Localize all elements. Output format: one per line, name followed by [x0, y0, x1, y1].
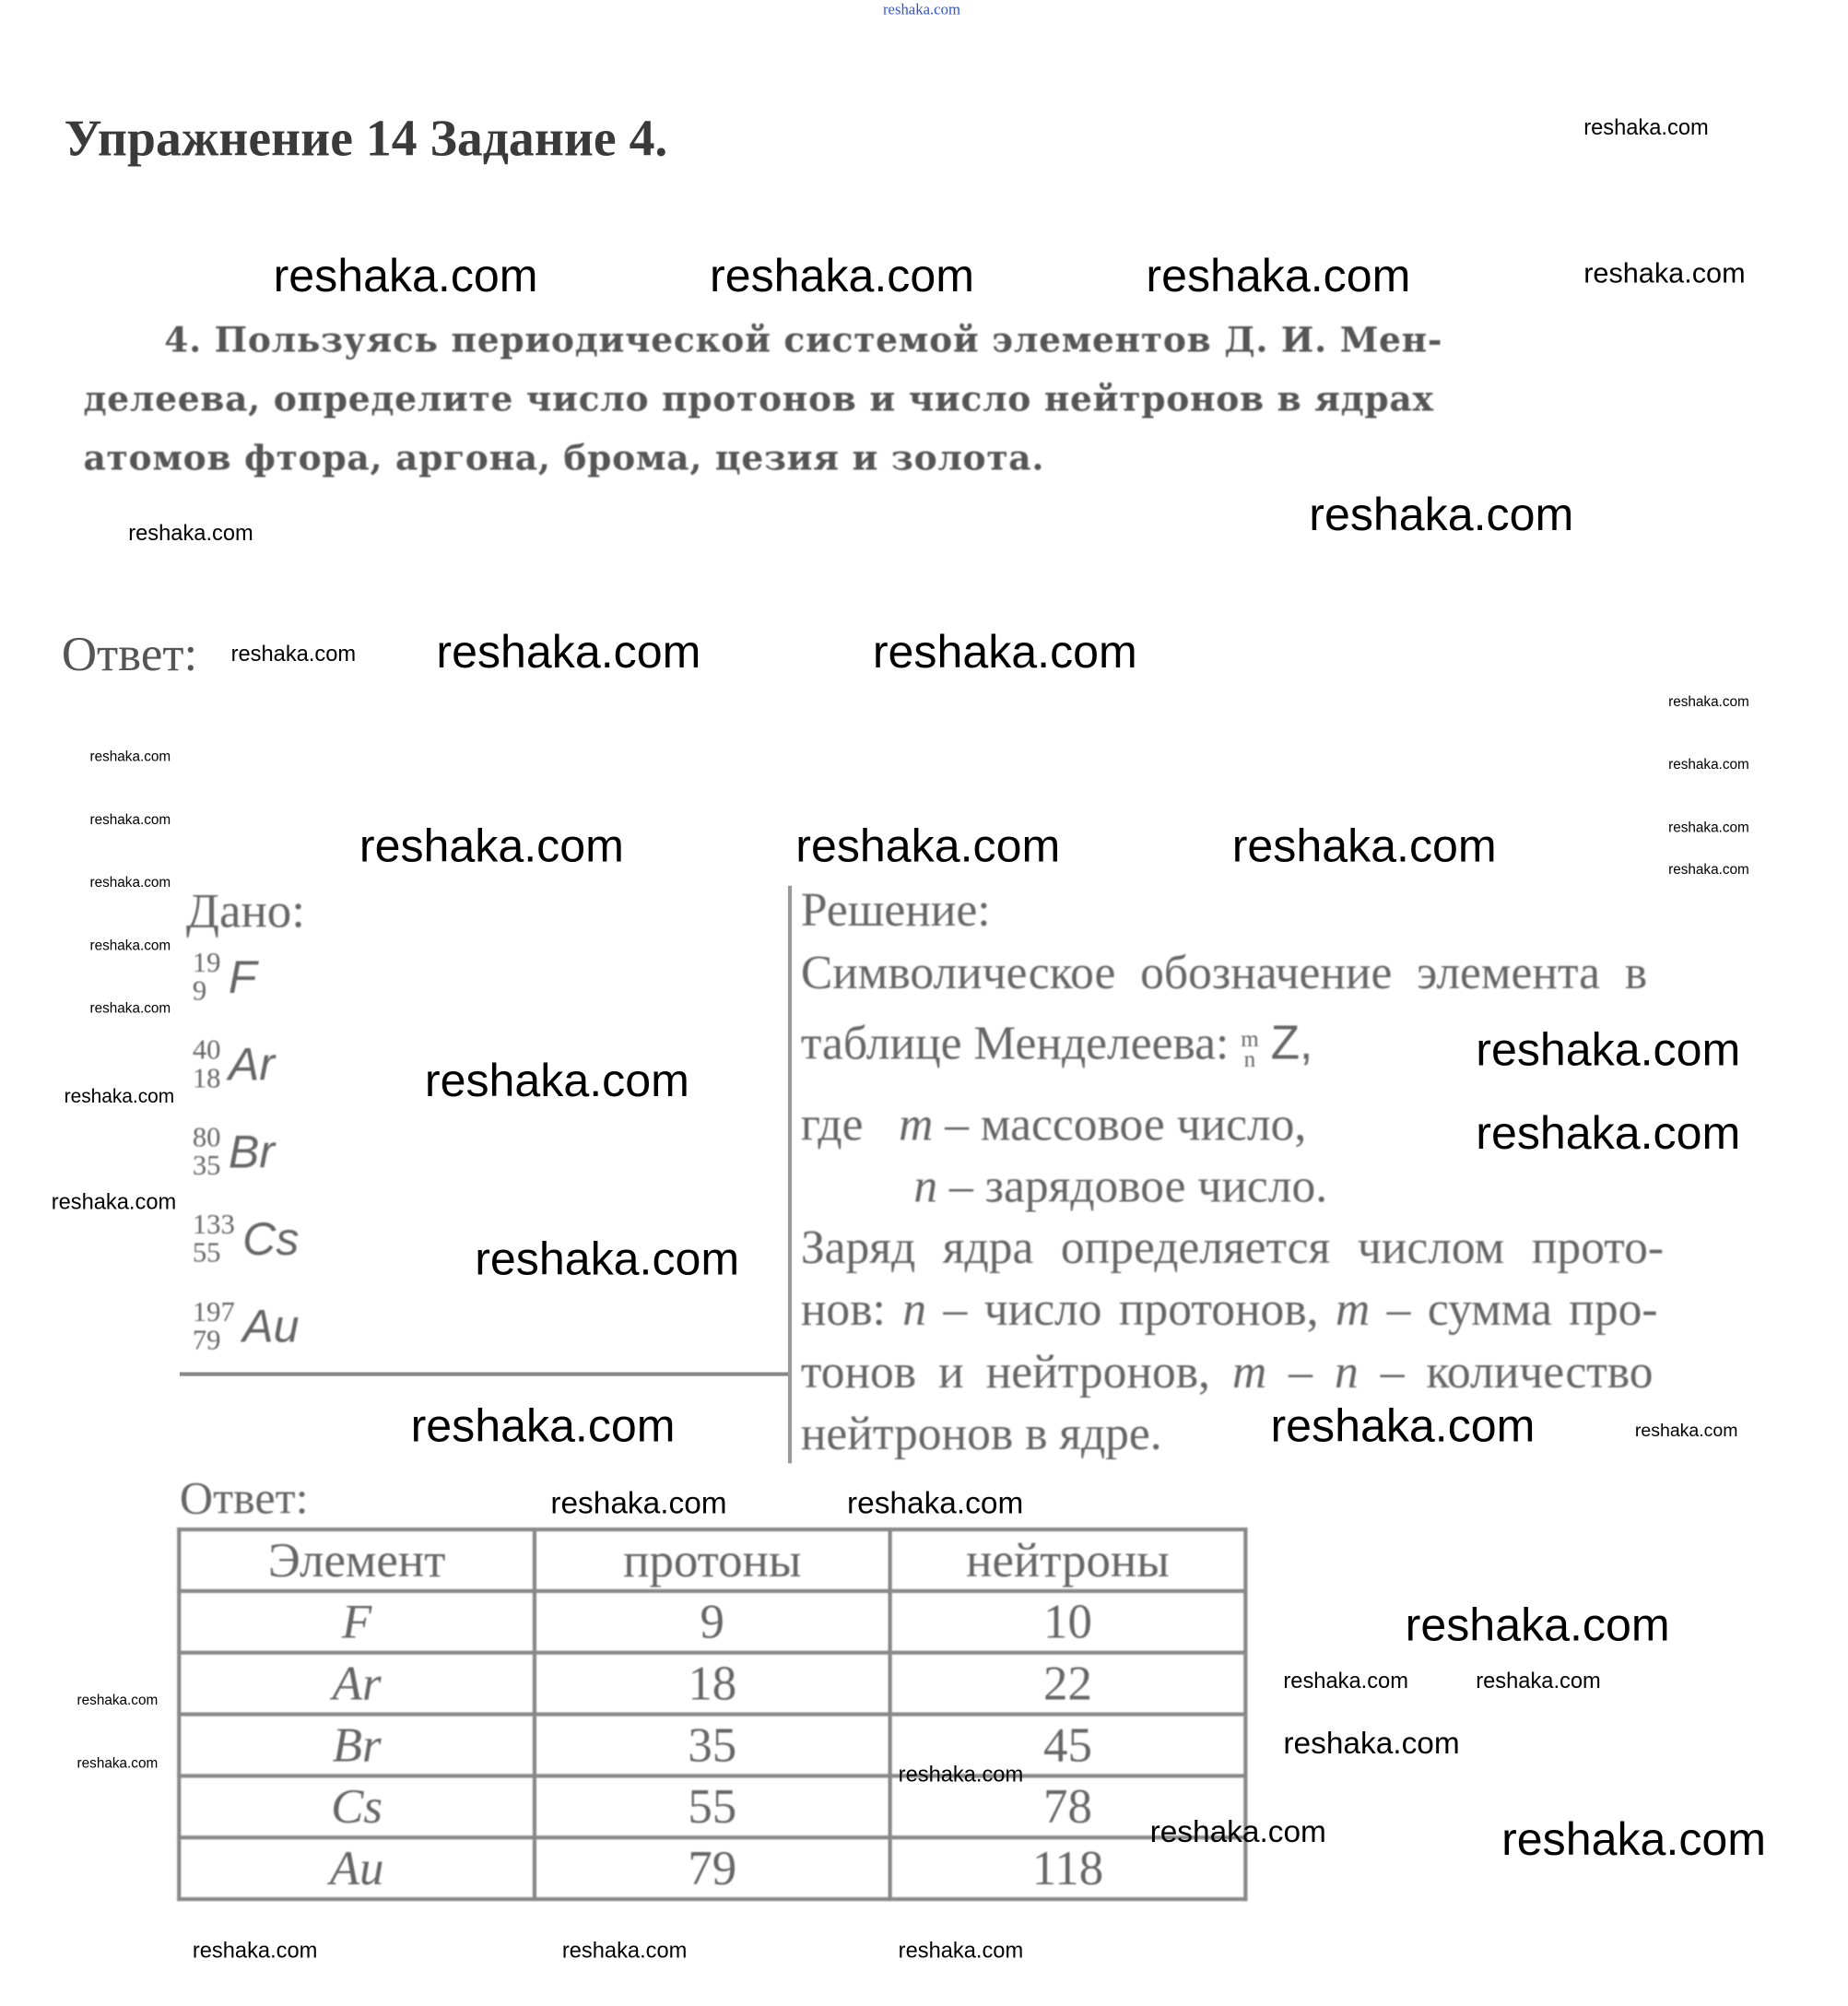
watermark: reshaka.com — [436, 625, 701, 678]
watermark: reshaka.com — [1583, 115, 1709, 140]
given-divider — [180, 1372, 791, 1375]
watermark: reshaka.com — [1668, 862, 1749, 879]
watermark: reshaka.com — [89, 875, 171, 891]
solution-divider — [788, 886, 792, 1464]
neutrons-cell: 118 — [890, 1837, 1246, 1899]
watermark: reshaka.com — [1668, 757, 1749, 773]
protons-cell: 55 — [535, 1776, 890, 1837]
watermark: reshaka.com — [550, 1486, 727, 1521]
watermark: reshaka.com — [1283, 1669, 1408, 1693]
watermark: reshaka.com — [89, 1001, 171, 1017]
watermark: reshaka.com — [795, 819, 1061, 872]
element-cell: F — [179, 1591, 535, 1653]
neutrons-cell: 45 — [890, 1715, 1246, 1776]
watermark: reshaka.com — [846, 1486, 1024, 1521]
solution-line: нейтронов в ядре. — [800, 1408, 1162, 1461]
task-text-line: атомов фтора, аргона, брома, цезия и золота. — [83, 439, 1045, 479]
table-header-row — [179, 1529, 1245, 1591]
watermark: reshaka.com — [77, 1755, 159, 1772]
protons-cell: 18 — [535, 1653, 890, 1715]
header-watermark-link[interactable]: reshaka.com — [882, 0, 960, 18]
solution-line: Заряд ядра определяется числом прото- — [800, 1221, 1665, 1275]
given-label: Дано: — [185, 884, 305, 938]
watermark: reshaka.com — [1476, 1022, 1741, 1076]
answer-heading: Ответ: — [61, 627, 198, 682]
watermark: reshaka.com — [1309, 488, 1574, 541]
element-cell: Ar — [179, 1653, 535, 1715]
solution-line: тонов и нейтронов, m – n – количество — [800, 1346, 1654, 1399]
table-row — [179, 1776, 1245, 1837]
table-row — [179, 1653, 1245, 1715]
given-element: 133 55 Cs — [192, 1208, 300, 1269]
table-row — [179, 1715, 1245, 1776]
solution-label: Решение: — [800, 884, 991, 938]
neutrons-cell: 78 — [890, 1776, 1246, 1837]
header-cell: Элемент — [179, 1529, 535, 1591]
solution-line: нов: n – число протонов, m – сумма про- — [800, 1283, 1658, 1337]
watermark: reshaka.com — [410, 1398, 676, 1452]
solution-line: n – зарядовое число. — [913, 1160, 1328, 1213]
watermark: reshaka.com — [64, 1085, 175, 1108]
watermark: reshaka.com — [89, 749, 171, 765]
watermark: reshaka.com — [192, 1938, 318, 1963]
watermark: reshaka.com — [424, 1054, 689, 1107]
watermark: reshaka.com — [872, 625, 1137, 678]
table-row — [179, 1591, 1245, 1653]
element-cell: Au — [179, 1837, 535, 1899]
given-element: 40 18 Ar — [192, 1033, 275, 1094]
solution-line: где m – массовое число, — [800, 1098, 1307, 1151]
watermark: reshaka.com — [475, 1232, 740, 1285]
header-cell: протоны — [535, 1529, 890, 1591]
watermark: reshaka.com — [1270, 1398, 1536, 1452]
protons-cell: 35 — [535, 1715, 890, 1776]
watermark: reshaka.com — [1283, 1726, 1460, 1762]
element-cell: Cs — [179, 1776, 535, 1837]
watermark: reshaka.com — [898, 1938, 1024, 1963]
task-text-line: 4. Пользуясь периодической системой элементов Д. И. Мен- — [164, 321, 1443, 361]
result-label: Ответ: — [179, 1472, 309, 1524]
watermark: reshaka.com — [230, 642, 357, 667]
watermark: reshaka.com — [77, 1693, 159, 1709]
watermark: reshaka.com — [1501, 1812, 1767, 1866]
given-element: 197 79 Au — [192, 1295, 300, 1357]
watermark: reshaka.com — [359, 819, 624, 872]
solution-line: Символическое обозначение элемента в — [800, 947, 1648, 1000]
neutrons-cell: 22 — [890, 1653, 1246, 1715]
watermark: reshaka.com — [1149, 1814, 1326, 1850]
protons-cell: 9 — [535, 1591, 890, 1653]
result-table — [177, 1528, 1247, 1901]
watermark: reshaka.com — [128, 521, 253, 546]
watermark: reshaka.com — [1634, 1419, 1738, 1441]
watermark: reshaka.com — [561, 1938, 688, 1963]
watermark: reshaka.com — [1668, 694, 1749, 710]
watermark: reshaka.com — [898, 1762, 1024, 1788]
watermark: reshaka.com — [1668, 820, 1749, 836]
watermark: reshaka.com — [1405, 1598, 1670, 1651]
given-element: 19 9 F — [192, 946, 257, 1008]
watermark: reshaka.com — [273, 249, 538, 302]
header-cell: нейтроны — [890, 1529, 1246, 1591]
watermark: reshaka.com — [89, 812, 171, 829]
table-row — [179, 1837, 1245, 1899]
watermark: reshaka.com — [1476, 1106, 1741, 1160]
given-element: 80 35 Br — [192, 1121, 275, 1182]
watermark: reshaka.com — [1231, 819, 1497, 872]
watermark: reshaka.com — [1476, 1669, 1601, 1693]
watermark: reshaka.com — [1146, 249, 1411, 302]
neutrons-cell: 10 — [890, 1591, 1246, 1653]
solution-line: таблице Менделеева: m n Z, — [800, 1016, 1313, 1071]
watermark: reshaka.com — [89, 938, 171, 954]
element-cell: Br — [179, 1715, 535, 1776]
task-text-line: делеева, определите число протонов и число нейтронов в ядрах — [83, 380, 1434, 420]
watermark: reshaka.com — [51, 1189, 177, 1215]
watermark: reshaka.com — [1583, 256, 1746, 289]
page-title: Упражнение 14 Задание 4. — [64, 109, 668, 168]
protons-cell: 79 — [535, 1837, 890, 1899]
watermark: reshaka.com — [709, 249, 974, 302]
